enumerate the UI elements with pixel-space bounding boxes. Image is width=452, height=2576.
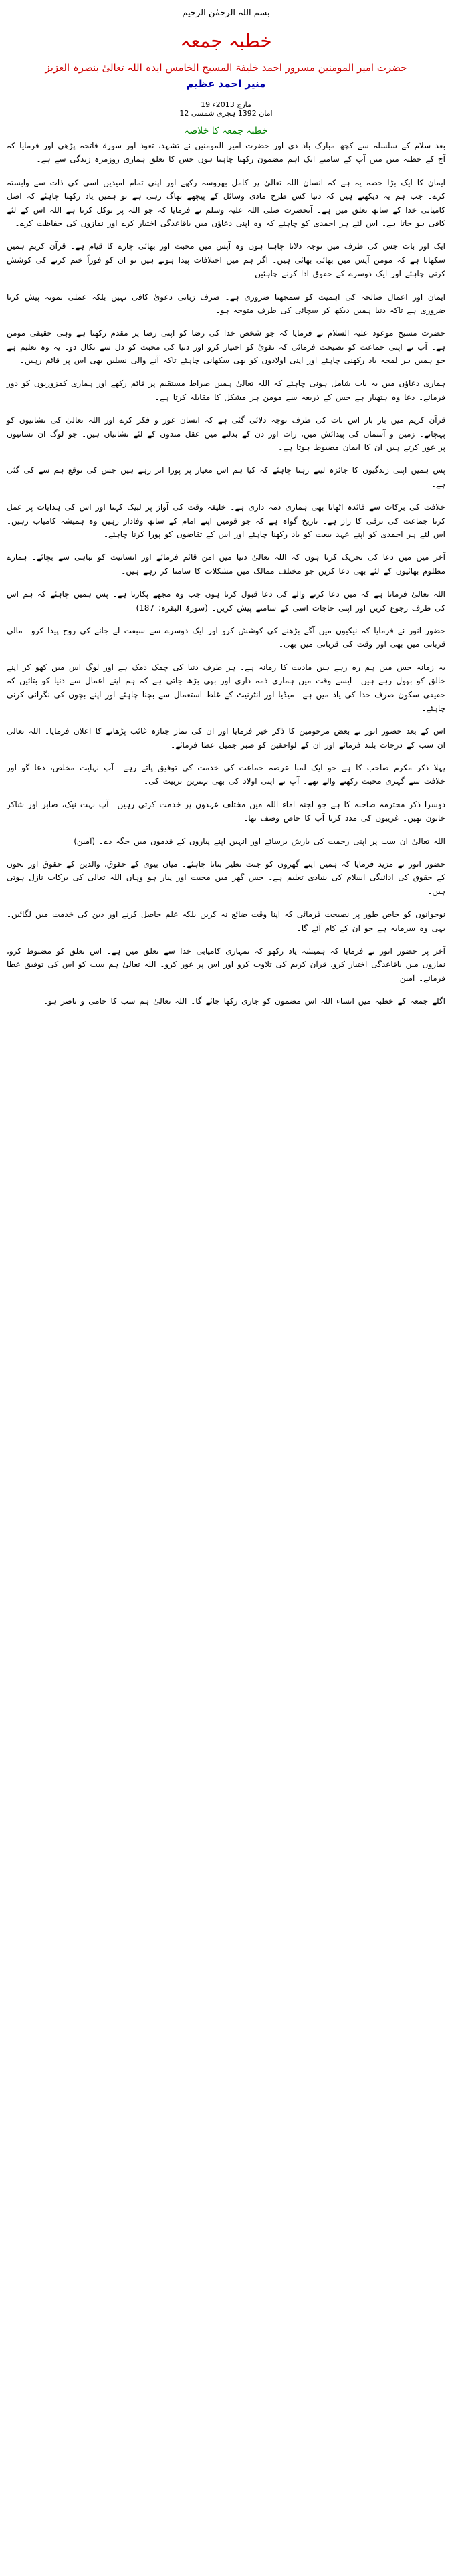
sermon-paragraph: آخر پر حضور انور نے فرمایا کہ ہمیشہ یاد رکھو کہ تمہاری کامیابی خدا سے تعلق میں ہے۔ اس تعلق کو مضبوط کرو، نمازوں میں باقاعدگی اختیار کرو، قرآن کریم کی تلاوت کرو اور اس پر غور کرو۔ اللہ تعالیٰ ہم سب کو اس کی توفیق عطا فرمائے۔ آمین <box>7 946 445 983</box>
bismillah: بسم اللہ الرحمٰن الرحیم <box>182 8 270 18</box>
translator-name: منیر احمد عظیم <box>186 78 266 90</box>
sermon-paragraph: نوجوانوں کو خاص طور پر نصیحت فرمائی کہ اپنا وقت ضائع نہ کریں بلکہ علم حاصل کرنے اور دین کی خدمت میں لگائیں۔ یہی وہ سرمایہ ہے جو ان کے کام آئے گا۔ <box>7 909 445 933</box>
sermon-paragraph: ہماری دعاؤں میں یہ بات شامل ہونی چاہئے کہ اللہ تعالیٰ ہمیں صراط مستقیم پر قائم رکھے اور ہماری کمزوریوں کو دور فرمائے۔ دعا وہ ہتھیار ہے جس کے ذریعہ سے مومن ہر مشکل کا مقابلہ کرتا ہے۔ <box>7 379 445 402</box>
sermon-paragraph: ایمان اور اعمال صالحہ کی اہمیت کو سمجھنا ضروری ہے۔ صرف زبانی دعویٰ کافی نہیں بلکہ عملی نمونہ پیش کرنا ضروری ہے تاکہ دنیا ہمیں دیکھ کر سچائی کی طرف متوجہ ہو۔ <box>7 292 445 315</box>
sermon-paragraph: اللہ تعالیٰ ان سب پر اپنی رحمت کی بارش برسائے اور انہیں اپنے پیاروں کے قدموں میں جگہ دے۔ (آمین) <box>74 836 445 846</box>
sermon-paragraph: پس ہمیں اپنی زندگیوں کا جائزہ لیتے رہنا چاہئے کہ کیا ہم اس معیار پر پورا اتر رہے ہیں جس کی توقع ہم سے کی گئی ہے۔ <box>7 465 445 489</box>
section-heading: خطبہ جمعہ کا خلاصہ <box>184 126 268 136</box>
sermon-paragraph: اللہ تعالیٰ فرماتا ہے کہ میں دعا کرنے والے کی دعا قبول کرتا ہوں جب وہ مجھے پکارتا ہے۔ پس ہمیں چاہئے کہ ہم اس کی طرف رجوع کریں اور اپنی حاجات اسی کے سامنے پیش کریں۔ (سورۃ البقرہ: 187) <box>7 589 445 613</box>
sermon-paragraph: یہ زمانہ جس میں ہم رہ رہے ہیں مادیت کا زمانہ ہے۔ ہر طرف دنیا کی چمک دمک ہے اور لوگ اس میں کھو کر اپنے خالق کو بھول رہے ہیں۔ ایسے وقت میں ہماری ذمہ داری اور بھی بڑھ جاتی ہے کہ ہم اپنے اعمال سے دنیا کو بتائیں کہ حقیقی سکون صرف خدا کی یاد میں ہے۔ میڈیا اور انٹرنیٹ کے غلط استعمال سے بچنا چاہئے اور اپنے بچوں کی نگرانی کرنی چاہئے۔ <box>7 662 445 713</box>
sermon-body <box>7 139 445 1008</box>
sermon-paragraph: پہلا ذکر مکرم صاحب کا ہے جو ایک لمبا عرصہ جماعت کی خدمت کی توفیق پاتے رہے۔ آپ نہایت مخلص، دعا گو اور خلافت سے گہری محبت رکھنے والے تھے۔ آپ نے اپنی اولاد کی بھی بہترین تربیت کی۔ <box>7 763 445 786</box>
sermon-paragraph: حضرت مسیح موعود علیہ السلام نے فرمایا کہ جو شخص خدا کی رضا کو اپنی رضا پر مقدم رکھتا ہے وہی حقیقی مومن ہے۔ آپ نے اپنی جماعت کو نصیحت فرمائی کہ تقویٰ کو اختیار کرو اور دنیا کی محبت کو دل سے نکال دو۔ یہ وہ تعلیم ہے جو ہمیں ہر لمحہ یاد رکھنی چاہئے اور اپنی اولادوں کو بھی سکھانی چاہئے تاکہ آنے والی نسلیں بھی اس پر قائم رہیں۔ <box>7 328 445 366</box>
sermon-paragraph: دوسرا ذکر محترمہ صاحبہ کا ہے جو لجنہ اماء اللہ میں مختلف عہدوں پر خدمت کرتی رہیں۔ آپ بہت نیک، صابر اور شاکر خاتون تھیں۔ غریبوں کی مدد کرنا آپ کا خاص وصف تھا۔ <box>7 799 445 823</box>
sermon-paragraph: بعد سلام کے سلسلہ سے کچھ مبارک باد دی اور حضرت امیر المومنین نے تشہد، تعوذ اور سورۃ فاتحہ پڑھی اور فرمایا کہ آج کے خطبہ میں میں آپ کے سامنے ایک اہم مضمون رکھنا چاہتا ہوں جس کا تعلق ہماری روزمرہ زندگی سے ہے۔ <box>7 141 445 165</box>
sermon-paragraph: قرآن کریم میں بار بار اس بات کی طرف توجہ دلائی گئی ہے کہ انسان غور و فکر کرے اور اللہ تعالیٰ کی نشانیوں کو پہچانے۔ زمین و آسمان کی پیدائش میں، رات اور دن کے بدلنے میں عقل مندوں کے لئے نشانیاں ہیں۔ جو لوگ ان نشانیوں پر غور کرتے ہیں ان کا ایمان مضبوط ہوتا ہے۔ <box>7 415 445 453</box>
sermon-paragraph: خلافت کی برکات سے فائدہ اٹھانا بھی ہماری ذمہ داری ہے۔ خلیفہ وقت کی آواز پر لبیک کہنا اور اس کی ہدایات پر عمل کرنا جماعت کی ترقی کا راز ہے۔ تاریخ گواہ ہے کہ جو قومیں اپنے امام کے ساتھ وفادار رہیں وہ ہمیشہ کامیاب رہیں۔ اس لئے ہر احمدی کو اپنے عہد بیعت کو یاد رکھنا چاہئے اور اس کے تقاضوں کو پورا کرنا چاہئے۔ <box>7 502 445 539</box>
date-gregorian: 19 مارچ 2013ء <box>201 100 251 109</box>
page-title: خطبہ جمعہ <box>180 30 272 52</box>
sermon-paragraph: ایک اور بات جس کی طرف میں توجہ دلانا چاہتا ہوں وہ آپس میں محبت اور بھائی چارے کا قیام ہے۔ قرآن کریم ہمیں سکھاتا ہے کہ مومن آپس میں بھائی بھائی ہیں۔ اگر ہم میں اختلافات پیدا ہوتے ہیں تو ان کو فوراً ختم کرنے کی کوشش کرنی چاہئے اور ایک دوسرے کے حقوق ادا کرنے چاہئیں۔ <box>7 241 445 279</box>
sermon-paragraph: آخر میں میں دعا کی تحریک کرتا ہوں کہ اللہ تعالیٰ دنیا میں امن قائم فرمائے اور انسانیت کو تباہی سے بچائے۔ ہمارے مظلوم بھائیوں کے لئے بھی دعا کریں جو مختلف ممالک میں مشکلات کا سامنا کر رہے ہیں۔ <box>7 552 445 576</box>
preacher-name: حضرت امیر المومنین مسرور احمد خلیفۃ المسیح الخامس ایدہ اللہ تعالیٰ بنصرہ العزیز <box>45 62 407 74</box>
sermon-paragraph: حضور انور نے فرمایا کہ نیکیوں میں آگے بڑھنے کی کوشش کرو اور ایک دوسرے سے سبقت لے جانے کی روح پیدا کرو۔ مالی قربانی میں بھی اور وقت کی قربانی میں بھی۔ <box>7 625 445 649</box>
date-hijri: 12 امان 1392 ہجری شمسی <box>179 109 273 118</box>
sermon-paragraph: حضور انور نے مزید فرمایا کہ ہمیں اپنے گھروں کو جنت نظیر بنانا چاہئے۔ میاں بیوی کے حقوق، والدین کے حقوق اور بچوں کے حقوق کی ادائیگی اسلام کی بنیادی تعلیم ہے۔ جس گھر میں محبت اور پیار ہو وہاں اللہ تعالیٰ کی برکات نازل ہوتی ہیں۔ <box>7 859 445 896</box>
sermon-paragraph: اگلے جمعہ کے خطبہ میں انشاء اللہ اس مضمون کو جاری رکھا جائے گا۔ اللہ تعالیٰ ہم سب کا حامی و ناصر ہو۔ <box>43 996 445 1006</box>
sermon-paragraph: اس کے بعد حضور انور نے بعض مرحومین کا ذکر خیر فرمایا اور ان کی نماز جنازہ غائب پڑھانے کا اعلان فرمایا۔ اللہ تعالیٰ ان سب کے درجات بلند فرمائے اور ان کے لواحقین کو صبر جمیل عطا فرمائے۔ <box>7 726 445 750</box>
sermon-paragraph: ایمان کا ایک بڑا حصہ یہ ہے کہ انسان اللہ تعالیٰ پر کامل بھروسہ رکھے اور اپنی تمام امیدیں اسی کی ذات سے وابستہ کرے۔ جب ہم یہ دیکھتے ہیں کہ دنیا کس طرح مادی وسائل کے پیچھے بھاگ رہی ہے تو ہمیں یاد رکھنا چاہئے کہ اصل کامیابی خدا کے ساتھ تعلق میں ہے۔ آنحضرت صلی اللہ علیہ وسلم نے فرمایا کہ جو اللہ پر توکل کرتا ہے اللہ اس کے لئے کافی ہو جاتا ہے۔ اس لئے ہر احمدی کو چاہئے کہ وہ اپنی دعاؤں میں باقاعدگی اختیار کرے اور نمازوں کی حفاظت کرے۔ <box>7 177 445 228</box>
